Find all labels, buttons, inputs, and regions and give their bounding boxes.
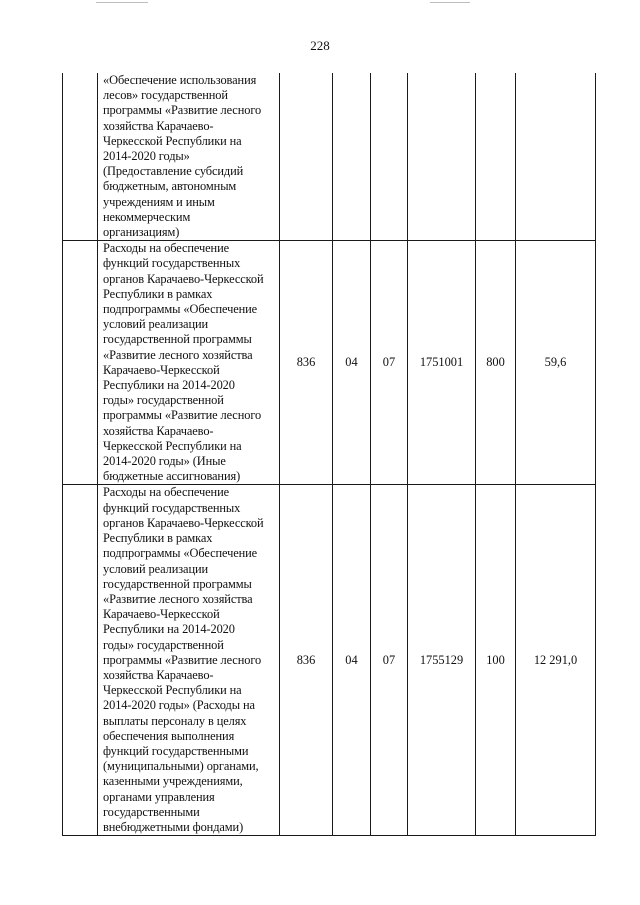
amount-cell: 12 291,0 [516,485,596,836]
expense-type-cell: 100 [476,485,516,836]
page-number: 228 [310,38,330,53]
row-index-cell [63,241,98,485]
target-article-cell: 1751001 [408,241,476,485]
ministry-code-cell: 836 [280,241,333,485]
description-cell: Расходы на обеспечение функций государственных органов Карачаево-Черкесской Республики в рамках подпрограммы «Обеспечение условий реализации государственной программы «Развитие лесного хозяйства Карачаево-Черкесской Республики на 2014-2020 годы» государственной программы «Развитие лесного хозяйства Карачаево- Черкесской Республики на 2014-2020 годы» (Расходы на выплаты персоналу в целях обеспечения выполнения функций государственными (муниципальными) органами, казенными учреждениями, органами управления государственными внебюджетными фондами) [98,485,280,836]
amount-cell [516,73,596,241]
subsection-code-cell: 07 [371,241,408,485]
scan-artifact-top [96,2,148,3]
subsection-code-cell [371,73,408,241]
ministry-code-cell: 836 [280,485,333,836]
expense-type-cell: 800 [476,241,516,485]
description-cell: Расходы на обеспечение функций государственных органов Карачаево-Черкесской Республики в рамках подпрограммы «Обеспечение условий реализации государственной программы «Развитие лесного хозяйства Карачаево-Черкесской Республики на 2014-2020 годы» государственной программы «Развитие лесного хозяйства Карачаево- Черкесской Республики на 2014-2020 годы» (Иные бюджетные ассигнования) [98,241,280,485]
section-code-cell [333,73,371,241]
ministry-code-cell [280,73,333,241]
row-index-cell [63,73,98,241]
description-cell: «Обеспечение использования лесов» государственной программы «Развитие лесного хозяйства Карачаево- Черкесской Республики на 2014-2020 годы» (Предоставление субсидий бюджетным, автономным учреждениям и иным некоммерческим организациям) [98,73,280,241]
section-code-cell: 04 [333,485,371,836]
section-code-cell: 04 [333,241,371,485]
target-article-cell [408,73,476,241]
expense-type-cell [476,73,516,241]
table-row [63,485,596,836]
table-row [63,241,596,485]
row-index-cell [63,485,98,836]
amount-cell: 59,6 [516,241,596,485]
target-article-cell: 1755129 [408,485,476,836]
table-row [63,73,596,241]
scan-artifact-top-right [430,2,470,3]
budget-table [62,73,596,836]
subsection-code-cell: 07 [371,485,408,836]
